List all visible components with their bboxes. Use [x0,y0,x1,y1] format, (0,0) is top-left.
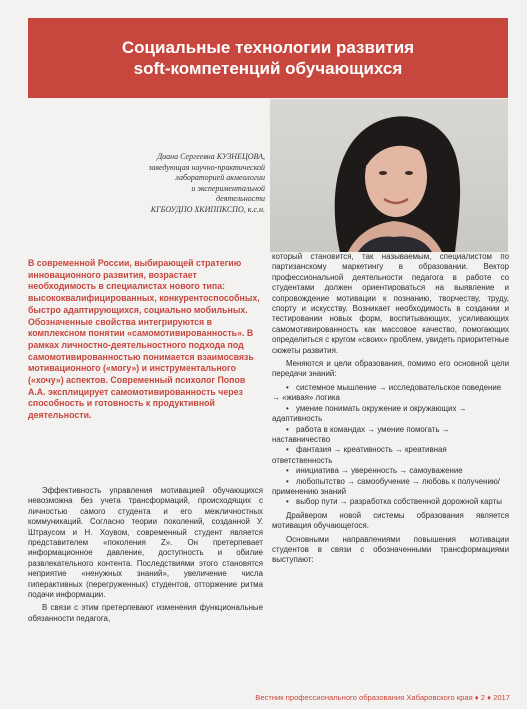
body-paragraph: Меняются и цели образования, помимо его основной цели передачи знаний: [272,359,509,379]
list-item: • фантазия → креативность → креативная ответственность [272,445,509,466]
body-paragraph: Основными направлениями повышения мотивации студентов в связи с обозначенными трансформациями выступают: [272,534,509,565]
page-footer: Вестник профессионального образования Хабаровского края ♦ 2 ♦ 2017 [255,693,510,702]
right-column [272,252,509,569]
list-item: • системное мышление → исследовательское поведение → «живая» логика [272,383,509,404]
list-item: • любопытство → самообучение → любовь к получению/применению знаний [272,477,509,498]
body-paragraph: Драйвером новой системы образования является мотивация обучающегося. [272,510,509,531]
article-title: Социальные технологии развития soft-компетенций обучающихся [121,38,415,78]
left-column [28,486,263,627]
author-position-line: заведующая научно-практической [148,162,265,172]
author-position-line: деятельности [216,194,265,204]
author-portrait-image [270,99,508,252]
body-paragraph: В связи с этим претерпевают изменения функциональные обязанности педагога, [28,603,263,623]
list-item: • умение понимать окружение и окружающих → адаптивность [272,404,509,425]
lead-paragraph: В современной России, выбирающей стратегию инновационного развития, возрастает необходимость в специалистах нового типа: высококвалифицированных, конкурентоспособных, быстро адаптирующихся, социально мобильных. Обозначенные свойства интегрируются в комплексном понятии «самомотивированность». В рамках личностно-деятельностного подхода под самомотивированностью понимается взаимосвязь мотивационного («могу») и инструментального («хочу») аспектов. Современный психолог Попов А.А. эксплицирует самомотивированность через способность и готовность к продуктивной деятельности. [28,258,260,421]
author-info [100,152,265,216]
author-name: Диана Сергеевна КУЗНЕЦОВА, [157,152,265,161]
list-item: • выбор пути → разработка собственной дорожной карты [272,497,509,507]
author-affiliation: КГБОУДПО ХКИППКСПО, к.с.н. [150,204,265,214]
body-paragraph: который становится, так называемым, специалистом по партизанскому маркетингу в образовании. Вектор профессиональной деятельности педагога в работе со студентами должен ориентироваться на выявление и сопровождение мотивации к познанию, творчеству, труду, спорту и искусству. Возникает необходимость в создании и тестировании новых форм, воспитывающих, усиливающих самомотивированность как массовое качество, помогающих определиться с кругом «своих» проблем, увидеть приоритетные сюжеты развития. [272,252,509,355]
title-banner [28,18,508,98]
author-photo [270,99,508,252]
author-position-line: и экспериментальной [191,183,265,193]
author-position-line: лабораторией акмеологии [175,173,265,183]
goals-list [272,383,509,508]
body-paragraph: Эффективность управления мотивацией обучающихся невозможна без учета трансформаций, происходящих с личностью самого студента и его межличностных коммуникаций. Согласно теории поколений, созданной У. Штраусом и Н. Хоувом, современный студент является представителем «поколения Z». Он претерпевает информационное давление, доступность и обилие развлекательного контента. Последствиями этого становятся неприятие «ненужных знаний», увеличение числа гиперактивных (перегруженных) студентов, отторжение ритма подачи информации. [28,486,263,600]
list-item: • работа в командах → умение помогать → наставничество [272,425,509,446]
list-item: • инициатива → уверенность → самоуважение [272,466,509,476]
